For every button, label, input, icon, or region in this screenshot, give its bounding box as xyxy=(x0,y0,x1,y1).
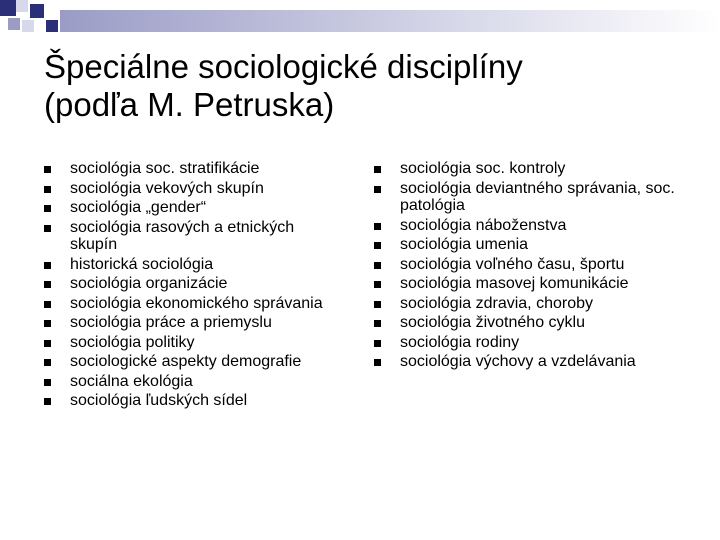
left-bullet-list xyxy=(44,160,344,412)
list-item xyxy=(44,353,344,371)
list-item xyxy=(374,295,704,313)
list-item-text: sociológia životného cyklu xyxy=(400,314,585,331)
list-item xyxy=(44,373,344,391)
list-item-text: sociológia náboženstva xyxy=(400,216,567,234)
list-item-text: sociológia umenia xyxy=(400,236,529,253)
deco-square xyxy=(46,20,58,32)
deco-square xyxy=(30,4,44,18)
list-item xyxy=(374,217,704,235)
list-item xyxy=(44,392,344,410)
right-bullet-list xyxy=(374,160,704,373)
list-item xyxy=(374,314,704,332)
list-item xyxy=(44,314,344,332)
deco-square xyxy=(16,0,28,12)
list-item-text: sociológia politiky xyxy=(70,333,195,351)
list-item-text: sociológia masovej komunikácie xyxy=(400,275,629,292)
square-bullet-icon xyxy=(44,262,51,269)
list-item-text: sociológia rasových a etnických skupín xyxy=(70,218,295,253)
square-bullet-icon xyxy=(44,359,51,366)
square-bullet-icon xyxy=(44,301,51,308)
square-bullet-icon xyxy=(374,186,381,193)
list-item-text: sociológia voľného času, športu xyxy=(400,255,625,273)
square-bullet-icon xyxy=(44,320,51,327)
deco-square xyxy=(22,20,34,32)
title-line-2: (podľa M. Petruska) xyxy=(44,86,335,123)
list-item-text: sociológia „gender“ xyxy=(70,199,207,216)
list-item-text: sociológia soc. stratifikácie xyxy=(70,160,260,177)
list-item-text: sociológia organizácie xyxy=(70,275,228,292)
deco-square xyxy=(0,0,16,16)
list-item-text: sociológia rodiny xyxy=(400,333,520,351)
list-item-text: sociológia ľudských sídel xyxy=(70,392,248,409)
square-bullet-icon xyxy=(44,225,51,232)
square-bullet-icon xyxy=(44,281,51,288)
list-item xyxy=(374,256,704,274)
list-item xyxy=(374,334,704,352)
square-bullet-icon xyxy=(374,262,381,269)
list-item-text: sociológia deviantného správania, soc. patológia xyxy=(400,179,675,214)
square-bullet-icon xyxy=(44,379,51,386)
list-item-text: sociológia ekonomického správania xyxy=(70,294,323,312)
list-item xyxy=(44,160,344,178)
title-line-1: Špeciálne sociologické disciplíny xyxy=(44,48,523,85)
list-item-text: sociológia soc. kontroly xyxy=(400,160,566,177)
deco-square xyxy=(8,18,20,30)
list-item xyxy=(374,160,704,178)
square-bullet-icon xyxy=(374,281,381,288)
list-item xyxy=(44,256,344,274)
slide-title xyxy=(44,48,684,124)
list-item xyxy=(44,180,344,198)
square-bullet-icon xyxy=(374,166,381,173)
square-bullet-icon xyxy=(44,340,51,347)
list-item-text: sociológia zdravia, choroby xyxy=(400,294,593,312)
list-item xyxy=(44,295,344,313)
list-item xyxy=(374,275,704,293)
header-gradient-bar xyxy=(60,10,720,32)
list-item xyxy=(374,180,704,215)
square-bullet-icon xyxy=(374,320,381,327)
list-item-text: sociológia vekových skupín xyxy=(70,179,264,197)
square-bullet-icon xyxy=(374,359,381,366)
list-item xyxy=(44,334,344,352)
square-bullet-icon xyxy=(44,166,51,173)
square-bullet-icon xyxy=(374,242,381,249)
list-item xyxy=(44,219,344,254)
list-item-text: sociálna ekológia xyxy=(70,372,193,390)
corner-decoration xyxy=(0,0,720,40)
square-bullet-icon xyxy=(374,301,381,308)
square-bullet-icon xyxy=(374,340,381,347)
list-item-text: sociologické aspekty demografie xyxy=(70,353,302,370)
list-item-text: historická sociológia xyxy=(70,255,214,273)
square-bullet-icon xyxy=(44,398,51,405)
list-item-text: sociológia výchovy a vzdelávania xyxy=(400,353,636,370)
list-item xyxy=(374,353,704,371)
list-item xyxy=(44,199,344,217)
square-bullet-icon xyxy=(374,223,381,230)
list-item xyxy=(44,275,344,293)
square-bullet-icon xyxy=(44,205,51,212)
square-bullet-icon xyxy=(44,186,51,193)
list-item-text: sociológia práce a priemyslu xyxy=(70,314,272,331)
list-item xyxy=(374,236,704,254)
